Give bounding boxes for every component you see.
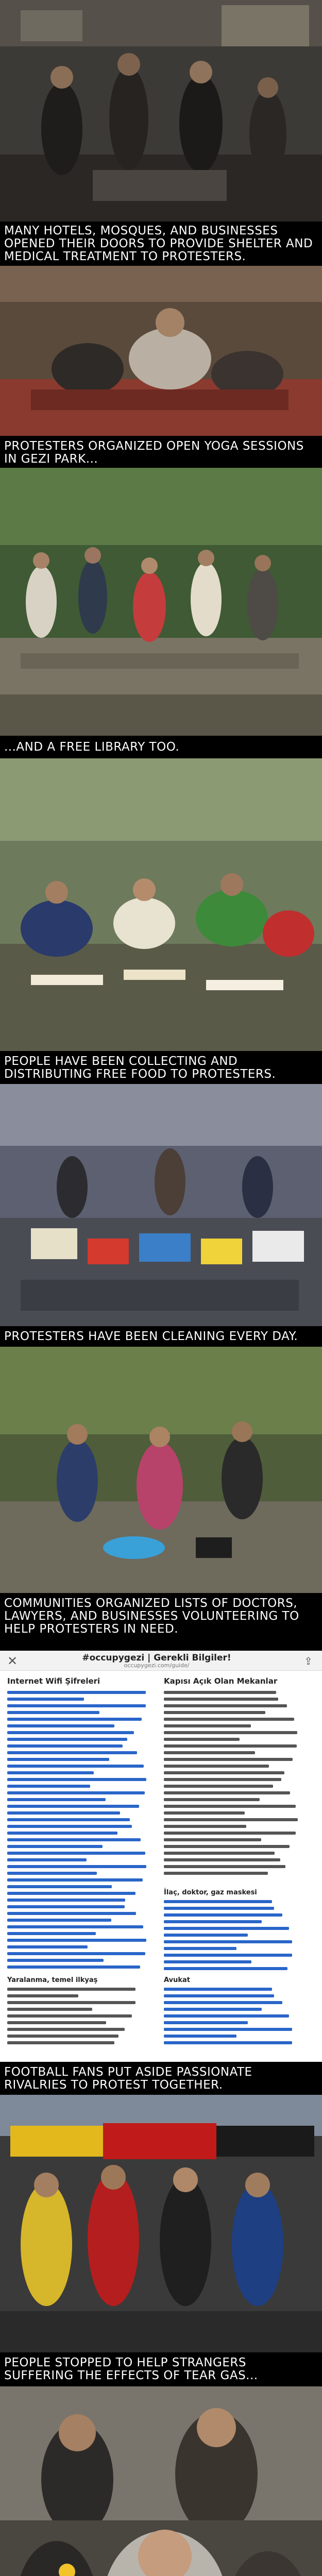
share-icon[interactable]: ⇪: [304, 1655, 313, 1667]
lawyer-heading: Avukat: [164, 1976, 190, 1984]
wifi-entry-line: [7, 1691, 146, 1694]
medicine-doctor-heading: İlaç, doktor, gaz maskesi: [164, 1889, 257, 1896]
wifi-entry-line: [7, 1718, 142, 1721]
caption-yoga: PROTESTERS ORGANIZED OPEN YOGA SESSIONS IN GEZI PARK...: [0, 437, 322, 467]
doctor-entry-line: [164, 1907, 274, 1910]
wifi-entry-line: [7, 1704, 146, 1707]
caption-lists: COMMUNITIES ORGANIZED LISTS OF DOCTORS, LAWYERS, AND BUSINESSES VOLUNTEERING TO HELP PROTESTERS IN NEED.: [0, 1594, 322, 1650]
doctor-entry-line: [164, 1954, 292, 1957]
football-fans-scene: [0, 2095, 322, 2352]
venue-entry-line: [164, 1838, 261, 1841]
venue-entry-line: [164, 1785, 273, 1788]
wifi-entry-line: [7, 1785, 90, 1788]
lawyer-entry-line: [164, 2035, 236, 2038]
venue-entry-line: [164, 1724, 251, 1727]
doctor-entry-line: [164, 1940, 292, 1943]
venue-entry-line: [164, 1718, 294, 1721]
wifi-entry-line: [7, 1899, 125, 1902]
wifi-entry-line: [7, 1765, 144, 1768]
open-venues-heading: Kapısı Açık Olan Mekanlar: [164, 1676, 278, 1686]
wifi-entry-line: [7, 1825, 132, 1828]
guide-list-lines: [0, 1651, 322, 2062]
venue-entry-line: [164, 1704, 287, 1707]
venue-entry-line: [164, 1744, 297, 1748]
injury-first-aid-heading: Yaralanma, temel ilkyaş: [7, 1976, 98, 1984]
venue-entry-line: [164, 1698, 278, 1701]
first-aid-entry-line: [7, 2035, 118, 2038]
doctor-entry-line: [164, 1913, 282, 1917]
yoga-scene: [0, 468, 322, 736]
wifi-entry-line: [7, 1919, 111, 1922]
photo-yoga: [0, 468, 322, 736]
lawyer-entry-line: [164, 2001, 282, 2004]
wifi-entry-line: [7, 1744, 123, 1748]
wifi-entry-line: [7, 1811, 120, 1815]
wifi-entry-line: [7, 1878, 143, 1882]
wifi-entry-line: [7, 1905, 125, 1908]
food-scene: [0, 1084, 322, 1326]
wifi-entry-line: [7, 1939, 146, 1942]
lawyer-entry-line: [164, 2014, 289, 2018]
occupygezi-guide-screenshot: [0, 1651, 322, 2062]
caption-library: ...AND A FREE LIBRARY TOO.: [0, 737, 322, 757]
photo-food: [0, 1084, 322, 1326]
wifi-entry-line: [7, 1892, 135, 1895]
caption-strangers: PEOPLE STOPPED TO HELP STRANGERS SUFFERING THE EFFECTS OF TEAR GAS...: [0, 2353, 322, 2385]
venue-entry-line: [164, 1832, 296, 1835]
wifi-entry-line: [7, 1791, 145, 1794]
first-aid-entry-line: [7, 2014, 132, 2018]
first-aid-entry-line: [7, 1994, 78, 1997]
helping-strangers-scene: [0, 2386, 322, 2576]
wifi-entry-line: [7, 1751, 137, 1754]
wifi-entry-line: [7, 1731, 134, 1734]
wifi-entry-line: [7, 1852, 145, 1855]
venue-entry-line: [164, 1852, 275, 1855]
wifi-entry-line: [7, 1778, 146, 1781]
wifi-entry-line: [7, 1771, 94, 1774]
venue-entry-line: [164, 1858, 280, 1861]
lawyer-entry-line: [164, 1994, 274, 1997]
wifi-entry-line: [7, 1952, 145, 1955]
wifi-entry-line: [7, 1758, 109, 1761]
wifi-entry-line: [7, 1832, 117, 1835]
wifi-entry-line: [7, 1738, 127, 1741]
wifi-entry-line: [7, 1798, 106, 1801]
venue-entry-line: [164, 1798, 260, 1801]
photo-helping-strangers: [0, 2386, 322, 2576]
venue-entry-line: [164, 1731, 297, 1734]
wifi-entry-line: [7, 1698, 84, 1701]
caption-cleaning: PROTESTERS HAVE BEEN CLEANING EVERY DAY.: [0, 1327, 322, 1346]
doctor-entry-line: [164, 1947, 236, 1950]
guide-page-title: #occupygezi | Gerekli Bilgiler!: [82, 1653, 231, 1663]
doctor-entry-line: [164, 1960, 251, 1963]
venue-entry-line: [164, 1765, 269, 1768]
first-aid-entry-line: [7, 2001, 135, 2004]
wifi-entry-line: [7, 1711, 99, 1714]
lawyer-entry-line: [164, 2028, 292, 2031]
wifi-entry-line: [7, 1858, 87, 1861]
doctor-entry-line: [164, 1900, 272, 1903]
photo-library: [0, 758, 322, 1051]
venue-entry-line: [164, 1738, 240, 1741]
venue-entry-line: [164, 1771, 284, 1774]
first-aid-entry-line: [7, 2041, 114, 2044]
photo-cleaning: [0, 1347, 322, 1593]
guide-page-url: occupygezi.com/guide/: [124, 1662, 190, 1669]
venue-entry-line: [164, 1825, 246, 1828]
first-aid-entry-line: [7, 1988, 135, 1991]
first-aid-entry-line: [7, 2008, 92, 2011]
lawyer-entry-line: [164, 2021, 248, 2024]
wifi-entry-line: [7, 1945, 88, 1948]
wifi-entry-line: [7, 1818, 130, 1821]
photo-football-fans: [0, 2095, 322, 2352]
venue-entry-line: [164, 1778, 281, 1781]
cleaning-scene: [0, 1347, 322, 1593]
wifi-entry-line: [7, 1865, 146, 1868]
wifi-entry-line: [7, 1912, 136, 1915]
doctor-entry-line: [164, 1967, 287, 1970]
mosque-shelter-scene: [0, 266, 322, 436]
venue-entry-line: [164, 1811, 245, 1815]
caption-football: FOOTBALL FANS PUT ASIDE PASSIONATE RIVALRIES TO PROTEST TOGETHER.: [0, 2063, 322, 2094]
venue-entry-line: [164, 1758, 293, 1761]
close-icon[interactable]: ✕: [7, 1654, 18, 1668]
doctor-entry-line: [164, 1927, 289, 1930]
wifi-entry-line: [7, 1925, 143, 1928]
wifi-entry-line: [7, 1724, 114, 1727]
wifi-entry-line: [7, 1845, 103, 1848]
first-aid-entry-line: [7, 2028, 125, 2031]
hotel-lobby-scene: [0, 0, 322, 222]
wifi-entry-line: [7, 1965, 140, 1969]
venue-entry-line: [164, 1872, 268, 1875]
wifi-entry-line: [7, 1838, 141, 1841]
wifi-entry-line: [7, 1885, 112, 1888]
venue-entry-line: [164, 1751, 255, 1754]
doctor-entry-line: [164, 1920, 262, 1923]
wifi-passwords-heading: Internet Wifi Şifreleri: [7, 1676, 100, 1686]
lawyer-entry-line: [164, 2008, 262, 2011]
venue-entry-line: [164, 1865, 285, 1868]
lawyer-entry-line: [164, 1988, 272, 1991]
photo-mosque-shelter: [0, 266, 322, 436]
wifi-entry-line: [7, 1805, 139, 1808]
first-aid-entry-line: [7, 2021, 106, 2024]
venue-entry-line: [164, 1711, 265, 1714]
wifi-entry-line: [7, 1872, 97, 1875]
wifi-entry-line: [7, 1959, 104, 1962]
wifi-entry-line: [7, 1932, 96, 1935]
venue-entry-line: [164, 1805, 296, 1808]
caption-food: PEOPLE HAVE BEEN COLLECTING AND DISTRIBUTING FREE FOOD TO PROTESTERS.: [0, 1052, 322, 1083]
library-scene: [0, 758, 322, 1051]
venue-entry-line: [164, 1791, 290, 1794]
venue-entry-line: [164, 1818, 298, 1821]
venue-entry-line: [164, 1845, 290, 1848]
lawyer-entry-line: [164, 2041, 292, 2044]
doctor-entry-line: [164, 1934, 248, 1937]
venue-entry-line: [164, 1691, 276, 1694]
photo-hotel-lobby: [0, 0, 322, 222]
caption-shelter: MANY HOTELS, MOSQUES, AND BUSINESSES OPENED THEIR DOORS TO PROVIDE SHELTER AND MEDICAL TREATMENT TO PROTESTERS.: [0, 223, 322, 265]
